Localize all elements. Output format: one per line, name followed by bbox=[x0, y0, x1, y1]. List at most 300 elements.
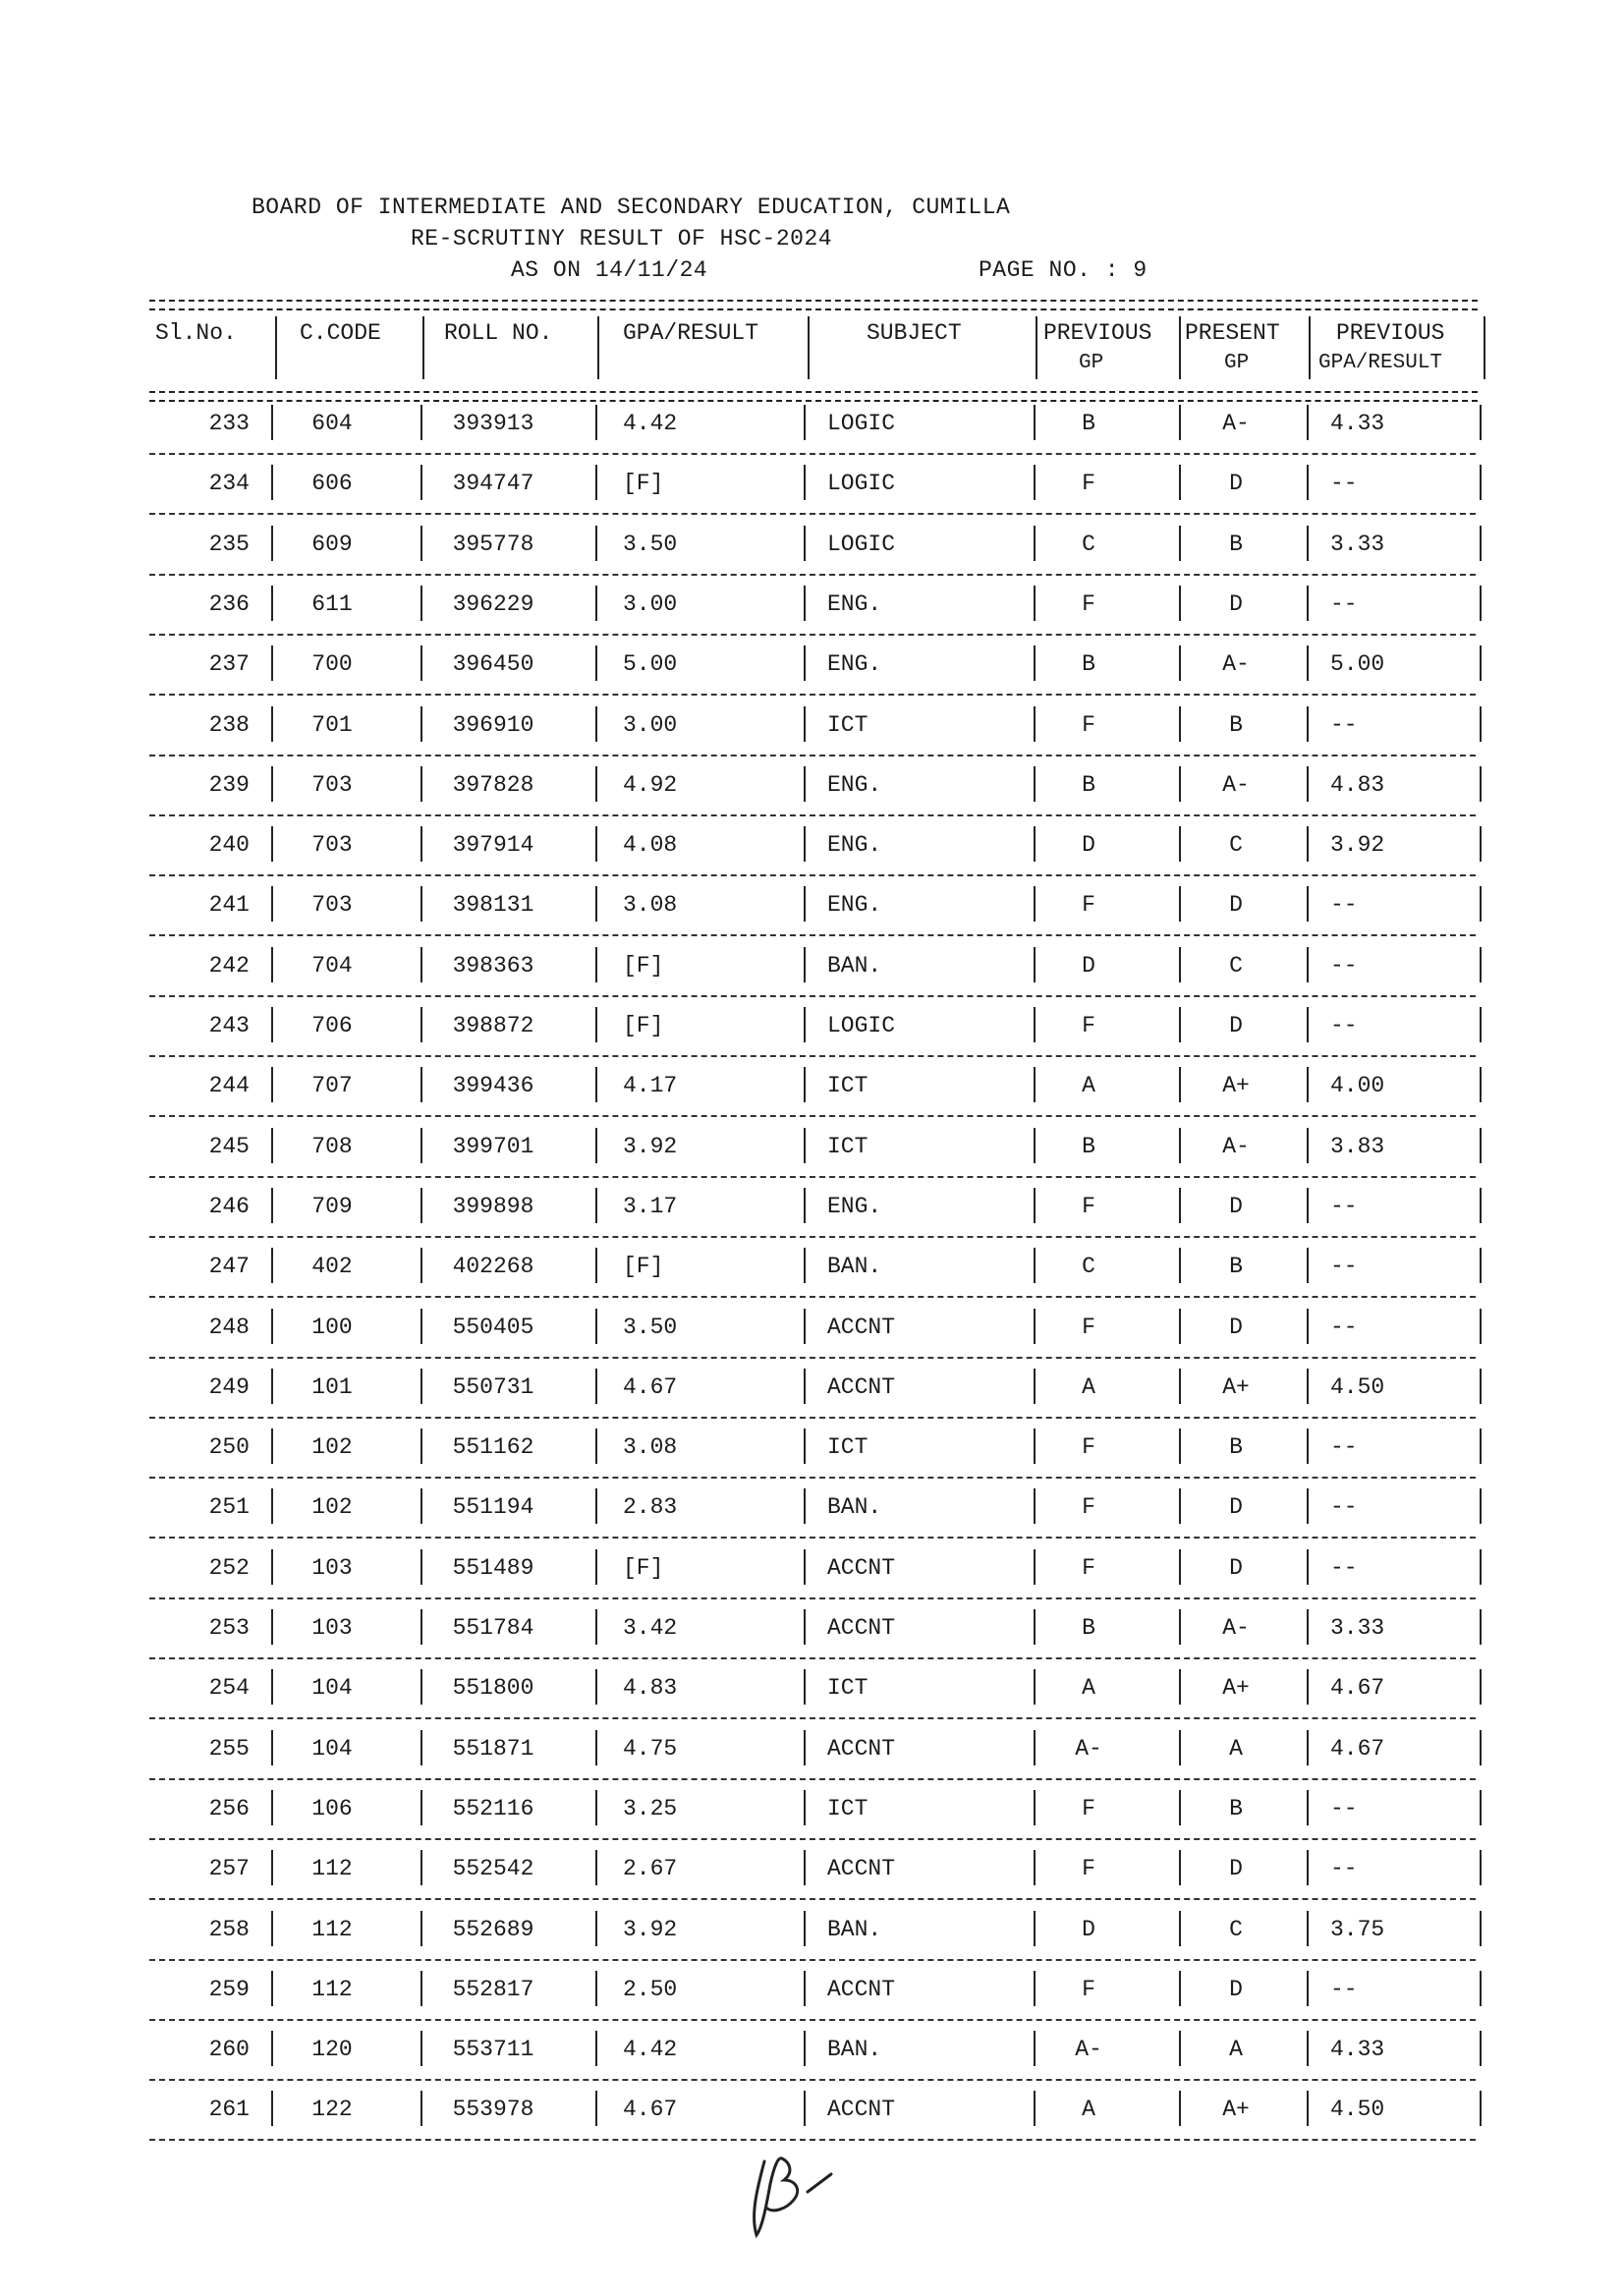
column-divider bbox=[1034, 1369, 1036, 1404]
column-divider bbox=[595, 2031, 597, 2066]
column-divider bbox=[1034, 586, 1036, 621]
column-divider bbox=[1034, 1488, 1036, 1524]
column-divider bbox=[1034, 1669, 1036, 1705]
subject-cell: LOGIC bbox=[827, 531, 896, 557]
roll-number-cell: 397914 bbox=[452, 832, 534, 859]
serial-number-cell: 261 bbox=[208, 2097, 250, 2123]
column-divider bbox=[1179, 1248, 1181, 1283]
table-row bbox=[147, 1659, 1484, 1719]
column-divider bbox=[595, 826, 597, 862]
gpa-result-cell: 3.08 bbox=[623, 892, 678, 919]
column-divider bbox=[420, 1428, 422, 1464]
subject-cell: ACCNT bbox=[827, 1554, 896, 1581]
column-divider bbox=[804, 1911, 806, 1946]
column-divider bbox=[271, 706, 273, 742]
column-divider bbox=[1480, 405, 1482, 440]
column-divider bbox=[1034, 1609, 1036, 1645]
subject-cell: BAN. bbox=[827, 1254, 882, 1280]
previous-gpa-result-cell: -- bbox=[1330, 1795, 1358, 1821]
previous-gpa-result-cell: 3.75 bbox=[1330, 1916, 1385, 1942]
previous-gpa-result-cell: 4.67 bbox=[1330, 1675, 1385, 1702]
column-divider bbox=[1034, 465, 1036, 500]
roll-number-cell: 550405 bbox=[452, 1314, 534, 1340]
col-prev-gp: PREVIOUS bbox=[1043, 320, 1152, 346]
serial-number-cell: 260 bbox=[208, 2037, 250, 2063]
previous-gp-cell: F bbox=[1082, 1494, 1095, 1521]
column-divider bbox=[1034, 2091, 1036, 2126]
column-divider bbox=[1034, 1188, 1036, 1223]
column-divider bbox=[271, 826, 273, 862]
column-divider bbox=[1480, 1669, 1482, 1705]
previous-gp-cell: D bbox=[1082, 1916, 1095, 1942]
column-divider bbox=[1480, 1428, 1482, 1464]
center-code-cell: 604 bbox=[311, 411, 353, 436]
roll-number-cell: 553711 bbox=[452, 2037, 534, 2063]
previous-gp-cell: A bbox=[1082, 1073, 1095, 1099]
column-divider bbox=[420, 1248, 422, 1283]
column-divider bbox=[420, 1549, 422, 1585]
previous-gp-cell: A- bbox=[1075, 2037, 1102, 2063]
previous-gp-cell: F bbox=[1082, 590, 1095, 617]
previous-gp-cell: A- bbox=[1075, 1735, 1102, 1762]
column-divider bbox=[1179, 405, 1181, 440]
previous-gpa-result-cell: -- bbox=[1330, 952, 1358, 979]
column-divider bbox=[1034, 826, 1036, 862]
column-divider bbox=[1307, 1188, 1309, 1223]
previous-gp-cell: F bbox=[1082, 1976, 1095, 2002]
table-row bbox=[147, 455, 1484, 515]
column-divider bbox=[1034, 645, 1036, 681]
center-code-cell: 102 bbox=[311, 1494, 353, 1521]
column-divider bbox=[1480, 1007, 1482, 1042]
serial-number-cell: 246 bbox=[208, 1193, 250, 1219]
column-divider bbox=[271, 1428, 273, 1464]
center-code-cell: 103 bbox=[311, 1554, 353, 1581]
column-divider bbox=[1034, 526, 1036, 561]
serial-number-cell: 236 bbox=[208, 590, 250, 617]
gpa-result-cell: 4.75 bbox=[623, 1735, 678, 1762]
column-divider bbox=[595, 1309, 597, 1344]
gpa-result-cell: 4.83 bbox=[623, 1675, 678, 1702]
column-divider bbox=[1307, 2031, 1309, 2066]
serial-number-cell: 235 bbox=[208, 531, 250, 557]
column-divider bbox=[1307, 1971, 1309, 2006]
gpa-result-cell: 3.92 bbox=[623, 1916, 678, 1942]
column-divider bbox=[420, 826, 422, 862]
center-code-cell: 103 bbox=[311, 1615, 353, 1641]
serial-number-cell: 254 bbox=[208, 1675, 250, 1702]
previous-gp-cell: B bbox=[1082, 771, 1095, 798]
previous-gpa-result-cell: 3.83 bbox=[1330, 1133, 1385, 1159]
header-divider bbox=[275, 316, 277, 379]
column-divider bbox=[271, 405, 273, 440]
column-divider bbox=[271, 1488, 273, 1524]
subject-cell: BAN. bbox=[827, 2037, 882, 2063]
column-divider bbox=[1307, 1549, 1309, 1585]
column-divider bbox=[804, 886, 806, 922]
table-row bbox=[147, 1780, 1484, 1840]
column-divider bbox=[595, 465, 597, 500]
serial-number-cell: 255 bbox=[208, 1735, 250, 1762]
present-gp-cell: D bbox=[1229, 1013, 1243, 1038]
previous-gp-cell: F bbox=[1082, 1795, 1095, 1821]
subject-cell: ENG. bbox=[827, 590, 882, 617]
table-row bbox=[147, 756, 1484, 816]
column-divider bbox=[1034, 1549, 1036, 1585]
column-divider bbox=[1307, 645, 1309, 681]
header-rule-top bbox=[149, 300, 1478, 310]
center-code-cell: 611 bbox=[311, 590, 353, 617]
column-divider bbox=[1179, 1971, 1181, 2006]
column-divider bbox=[1480, 1790, 1482, 1825]
column-divider bbox=[420, 886, 422, 922]
column-divider bbox=[1034, 947, 1036, 982]
column-divider bbox=[1480, 826, 1482, 862]
column-divider bbox=[1480, 1850, 1482, 1885]
table-row bbox=[147, 816, 1484, 876]
previous-gpa-result-cell: 4.33 bbox=[1330, 411, 1385, 436]
table-row bbox=[147, 1599, 1484, 1659]
column-divider bbox=[420, 1790, 422, 1825]
serial-number-cell: 240 bbox=[208, 832, 250, 859]
column-divider bbox=[420, 1007, 422, 1042]
previous-gp-cell: D bbox=[1082, 952, 1095, 979]
column-divider bbox=[595, 2091, 597, 2126]
column-divider bbox=[1034, 1067, 1036, 1102]
column-divider bbox=[271, 1850, 273, 1885]
subject-cell: ACCNT bbox=[827, 2097, 896, 2123]
column-divider bbox=[1307, 947, 1309, 982]
gpa-result-cell: 3.42 bbox=[623, 1615, 678, 1641]
previous-gp-cell: B bbox=[1082, 651, 1095, 678]
column-divider bbox=[804, 1850, 806, 1885]
col-pres-gp-sub: GP bbox=[1224, 352, 1250, 374]
column-divider bbox=[420, 1369, 422, 1404]
gpa-result-cell: [F] bbox=[623, 952, 664, 979]
subject-cell: LOGIC bbox=[827, 471, 896, 497]
column-divider bbox=[1307, 826, 1309, 862]
roll-number-cell: 551800 bbox=[452, 1675, 534, 1702]
column-divider bbox=[804, 1971, 806, 2006]
column-divider bbox=[271, 1549, 273, 1585]
subject-cell: LOGIC bbox=[827, 1013, 896, 1038]
present-gp-cell: D bbox=[1229, 1554, 1243, 1581]
column-divider bbox=[1179, 706, 1181, 742]
col-prev-result-sub: GPA/RESULT bbox=[1318, 352, 1443, 374]
table-row bbox=[147, 937, 1484, 997]
gpa-result-cell: 4.42 bbox=[623, 2037, 678, 2063]
table-row bbox=[147, 1720, 1484, 1780]
subject-cell: ENG. bbox=[827, 771, 882, 798]
column-divider bbox=[1480, 645, 1482, 681]
table-row bbox=[147, 1961, 1484, 2021]
present-gp-cell: B bbox=[1229, 531, 1243, 557]
gpa-result-cell: 4.67 bbox=[623, 2097, 678, 2123]
previous-gpa-result-cell: -- bbox=[1330, 1434, 1358, 1461]
column-divider bbox=[804, 586, 806, 621]
column-divider bbox=[1307, 886, 1309, 922]
column-divider bbox=[1307, 1369, 1309, 1404]
column-divider bbox=[595, 526, 597, 561]
present-gp-cell: A- bbox=[1222, 651, 1250, 678]
previous-gp-cell: B bbox=[1082, 1615, 1095, 1641]
column-divider bbox=[1307, 706, 1309, 742]
previous-gp-cell: B bbox=[1082, 1133, 1095, 1159]
gpa-result-cell: [F] bbox=[623, 1254, 664, 1280]
column-divider bbox=[595, 706, 597, 742]
center-code-cell: 706 bbox=[311, 1013, 353, 1038]
column-divider bbox=[1307, 1488, 1309, 1524]
column-divider bbox=[1034, 1428, 1036, 1464]
serial-number-cell: 253 bbox=[208, 1615, 250, 1641]
gpa-result-cell: 3.08 bbox=[623, 1434, 678, 1461]
column-divider bbox=[1179, 947, 1181, 982]
column-divider bbox=[1480, 1309, 1482, 1344]
present-gp-cell: D bbox=[1229, 1976, 1243, 2002]
serial-number-cell: 250 bbox=[208, 1434, 250, 1461]
column-divider bbox=[1179, 1067, 1181, 1102]
roll-number-cell: 399436 bbox=[452, 1073, 534, 1099]
column-divider bbox=[271, 645, 273, 681]
gpa-result-cell: 3.00 bbox=[623, 590, 678, 617]
report-date: AS ON 14/11/24 bbox=[511, 257, 708, 283]
present-gp-cell: A+ bbox=[1222, 1675, 1250, 1702]
column-divider bbox=[1179, 1549, 1181, 1585]
header-divider bbox=[808, 316, 810, 379]
present-gp-cell: D bbox=[1229, 1193, 1243, 1219]
column-divider bbox=[1034, 1790, 1036, 1825]
serial-number-cell: 244 bbox=[208, 1073, 250, 1099]
column-divider bbox=[420, 1188, 422, 1223]
subject-cell: ENG. bbox=[827, 832, 882, 859]
column-divider bbox=[804, 405, 806, 440]
column-divider bbox=[1034, 1971, 1036, 2006]
column-divider bbox=[271, 1067, 273, 1102]
serial-number-cell: 248 bbox=[208, 1314, 250, 1340]
column-divider bbox=[804, 1669, 806, 1705]
roll-number-cell: 553978 bbox=[452, 2097, 534, 2123]
previous-gpa-result-cell: 4.67 bbox=[1330, 1735, 1385, 1762]
column-divider bbox=[1307, 405, 1309, 440]
center-code-cell: 101 bbox=[311, 1373, 353, 1400]
serial-number-cell: 239 bbox=[208, 771, 250, 798]
roll-number-cell: 551194 bbox=[452, 1494, 534, 1521]
column-divider bbox=[804, 1549, 806, 1585]
column-divider bbox=[595, 1669, 597, 1705]
table-row bbox=[147, 1840, 1484, 1900]
present-gp-cell: A- bbox=[1222, 1133, 1250, 1159]
roll-number-cell: 395778 bbox=[452, 531, 534, 557]
column-divider bbox=[595, 1128, 597, 1163]
table-row bbox=[147, 1479, 1484, 1539]
present-gp-cell: B bbox=[1229, 1795, 1243, 1821]
center-code-cell: 704 bbox=[311, 952, 353, 979]
roll-number-cell: 399701 bbox=[452, 1133, 534, 1159]
center-code-cell: 606 bbox=[311, 471, 353, 497]
table-row bbox=[147, 1118, 1484, 1178]
center-code-cell: 122 bbox=[311, 2097, 353, 2123]
roll-number-cell: 397828 bbox=[452, 771, 534, 798]
column-divider bbox=[1307, 1609, 1309, 1645]
roll-number-cell: 398872 bbox=[452, 1013, 534, 1038]
column-divider bbox=[1179, 1609, 1181, 1645]
column-divider bbox=[1179, 2031, 1181, 2066]
column-divider bbox=[804, 826, 806, 862]
column-divider bbox=[1307, 1790, 1309, 1825]
present-gp-cell: A+ bbox=[1222, 1373, 1250, 1400]
gpa-result-cell: 3.92 bbox=[623, 1133, 678, 1159]
gpa-result-cell: 4.17 bbox=[623, 1073, 678, 1099]
column-divider bbox=[420, 947, 422, 982]
previous-gpa-result-cell: 4.33 bbox=[1330, 2037, 1385, 2063]
subject-cell: ICT bbox=[827, 1675, 868, 1702]
table-row bbox=[147, 516, 1484, 576]
column-divider bbox=[420, 1850, 422, 1885]
column-divider bbox=[1034, 1248, 1036, 1283]
subject-cell: ACCNT bbox=[827, 1735, 896, 1762]
column-divider bbox=[420, 526, 422, 561]
previous-gpa-result-cell: -- bbox=[1330, 1254, 1358, 1280]
previous-gp-cell: C bbox=[1082, 1254, 1095, 1280]
column-divider bbox=[1179, 1488, 1181, 1524]
column-divider bbox=[595, 1549, 597, 1585]
column-divider bbox=[1179, 766, 1181, 802]
previous-gpa-result-cell: -- bbox=[1330, 1013, 1358, 1038]
gpa-result-cell: 2.83 bbox=[623, 1494, 678, 1521]
center-code-cell: 112 bbox=[311, 1856, 353, 1882]
column-divider bbox=[1034, 1911, 1036, 1946]
column-divider bbox=[1307, 1428, 1309, 1464]
column-divider bbox=[1034, 1309, 1036, 1344]
column-divider bbox=[804, 1067, 806, 1102]
roll-number-cell: 402268 bbox=[452, 1254, 534, 1280]
column-divider bbox=[271, 465, 273, 500]
subject-cell: ENG. bbox=[827, 892, 882, 919]
col-code: C.CODE bbox=[300, 320, 381, 346]
column-divider bbox=[1179, 1369, 1181, 1404]
column-divider bbox=[420, 465, 422, 500]
column-divider bbox=[420, 1911, 422, 1946]
column-divider bbox=[1034, 766, 1036, 802]
present-gp-cell: A- bbox=[1222, 1615, 1250, 1641]
column-divider bbox=[420, 586, 422, 621]
column-divider bbox=[804, 2031, 806, 2066]
roll-number-cell: 551162 bbox=[452, 1434, 534, 1461]
present-gp-cell: B bbox=[1229, 1434, 1243, 1461]
previous-gpa-result-cell: -- bbox=[1330, 1856, 1358, 1882]
column-divider bbox=[1179, 1309, 1181, 1344]
column-divider bbox=[271, 886, 273, 922]
previous-gpa-result-cell: 3.92 bbox=[1330, 832, 1385, 859]
roll-number-cell: 552542 bbox=[452, 1856, 534, 1882]
present-gp-cell: D bbox=[1229, 892, 1243, 919]
board-title: BOARD OF INTERMEDIATE AND SECONDARY EDUCATION, CUMILLA bbox=[252, 195, 1011, 220]
column-divider bbox=[804, 1730, 806, 1765]
present-gp-cell: D bbox=[1229, 1494, 1243, 1521]
center-code-cell: 700 bbox=[311, 651, 353, 678]
column-divider bbox=[1179, 1911, 1181, 1946]
table-row bbox=[147, 1178, 1484, 1238]
gpa-result-cell: 3.50 bbox=[623, 1314, 678, 1340]
column-divider bbox=[1307, 1248, 1309, 1283]
center-code-cell: 703 bbox=[311, 771, 353, 798]
column-divider bbox=[1307, 526, 1309, 561]
gpa-result-cell: 2.50 bbox=[623, 1976, 678, 2002]
table-row bbox=[147, 636, 1484, 696]
column-divider bbox=[1480, 947, 1482, 982]
column-divider bbox=[595, 1790, 597, 1825]
previous-gp-cell: F bbox=[1082, 711, 1095, 738]
column-divider bbox=[1480, 465, 1482, 500]
table-row bbox=[147, 576, 1484, 636]
previous-gpa-result-cell: -- bbox=[1330, 1554, 1358, 1581]
previous-gp-cell: F bbox=[1082, 1193, 1095, 1219]
column-divider bbox=[1480, 1188, 1482, 1223]
column-divider bbox=[1307, 1067, 1309, 1102]
header-divider bbox=[422, 316, 424, 379]
column-divider bbox=[420, 1488, 422, 1524]
column-divider bbox=[595, 1911, 597, 1946]
serial-number-cell: 251 bbox=[208, 1494, 250, 1521]
previous-gp-cell: A bbox=[1082, 1675, 1095, 1702]
center-code-cell: 703 bbox=[311, 892, 353, 919]
serial-number-cell: 234 bbox=[208, 471, 250, 497]
column-divider bbox=[595, 405, 597, 440]
column-divider bbox=[1179, 886, 1181, 922]
present-gp-cell: A+ bbox=[1222, 1073, 1250, 1099]
serial-number-cell: 237 bbox=[208, 651, 250, 678]
previous-gpa-result-cell: -- bbox=[1330, 892, 1358, 919]
column-divider bbox=[271, 1248, 273, 1283]
column-divider bbox=[1480, 766, 1482, 802]
gpa-result-cell: 4.42 bbox=[623, 411, 678, 436]
present-gp-cell: D bbox=[1229, 1856, 1243, 1882]
column-divider bbox=[595, 1609, 597, 1645]
column-divider bbox=[1034, 1730, 1036, 1765]
previous-gpa-result-cell: 3.33 bbox=[1330, 1615, 1385, 1641]
column-divider bbox=[1307, 586, 1309, 621]
column-divider bbox=[271, 526, 273, 561]
previous-gpa-result-cell: 3.33 bbox=[1330, 531, 1385, 557]
roll-number-cell: 394747 bbox=[452, 471, 534, 497]
subject-cell: ACCNT bbox=[827, 1314, 896, 1340]
previous-gp-cell: F bbox=[1082, 1554, 1095, 1581]
signature bbox=[737, 2137, 865, 2245]
center-code-cell: 102 bbox=[311, 1434, 353, 1461]
col-prev-gp-sub: GP bbox=[1079, 352, 1104, 374]
column-divider bbox=[420, 766, 422, 802]
column-divider bbox=[271, 947, 273, 982]
subject-cell: ICT bbox=[827, 1073, 868, 1099]
roll-number-cell: 396229 bbox=[452, 590, 534, 617]
column-divider bbox=[804, 766, 806, 802]
header-divider bbox=[1179, 316, 1181, 379]
present-gp-cell: A bbox=[1229, 2037, 1243, 2063]
roll-number-cell: 396450 bbox=[452, 651, 534, 678]
subject-cell: ACCNT bbox=[827, 1856, 896, 1882]
present-gp-cell: B bbox=[1229, 711, 1243, 738]
column-divider bbox=[1307, 465, 1309, 500]
column-divider bbox=[1179, 526, 1181, 561]
column-divider bbox=[1307, 1730, 1309, 1765]
previous-gp-cell: F bbox=[1082, 892, 1095, 919]
previous-gp-cell: A bbox=[1082, 1373, 1095, 1400]
column-divider bbox=[1179, 1007, 1181, 1042]
column-divider bbox=[271, 1730, 273, 1765]
col-prev-result: PREVIOUS bbox=[1336, 320, 1445, 346]
col-sl: Sl.No. bbox=[155, 320, 237, 346]
col-roll: ROLL NO. bbox=[444, 320, 553, 346]
